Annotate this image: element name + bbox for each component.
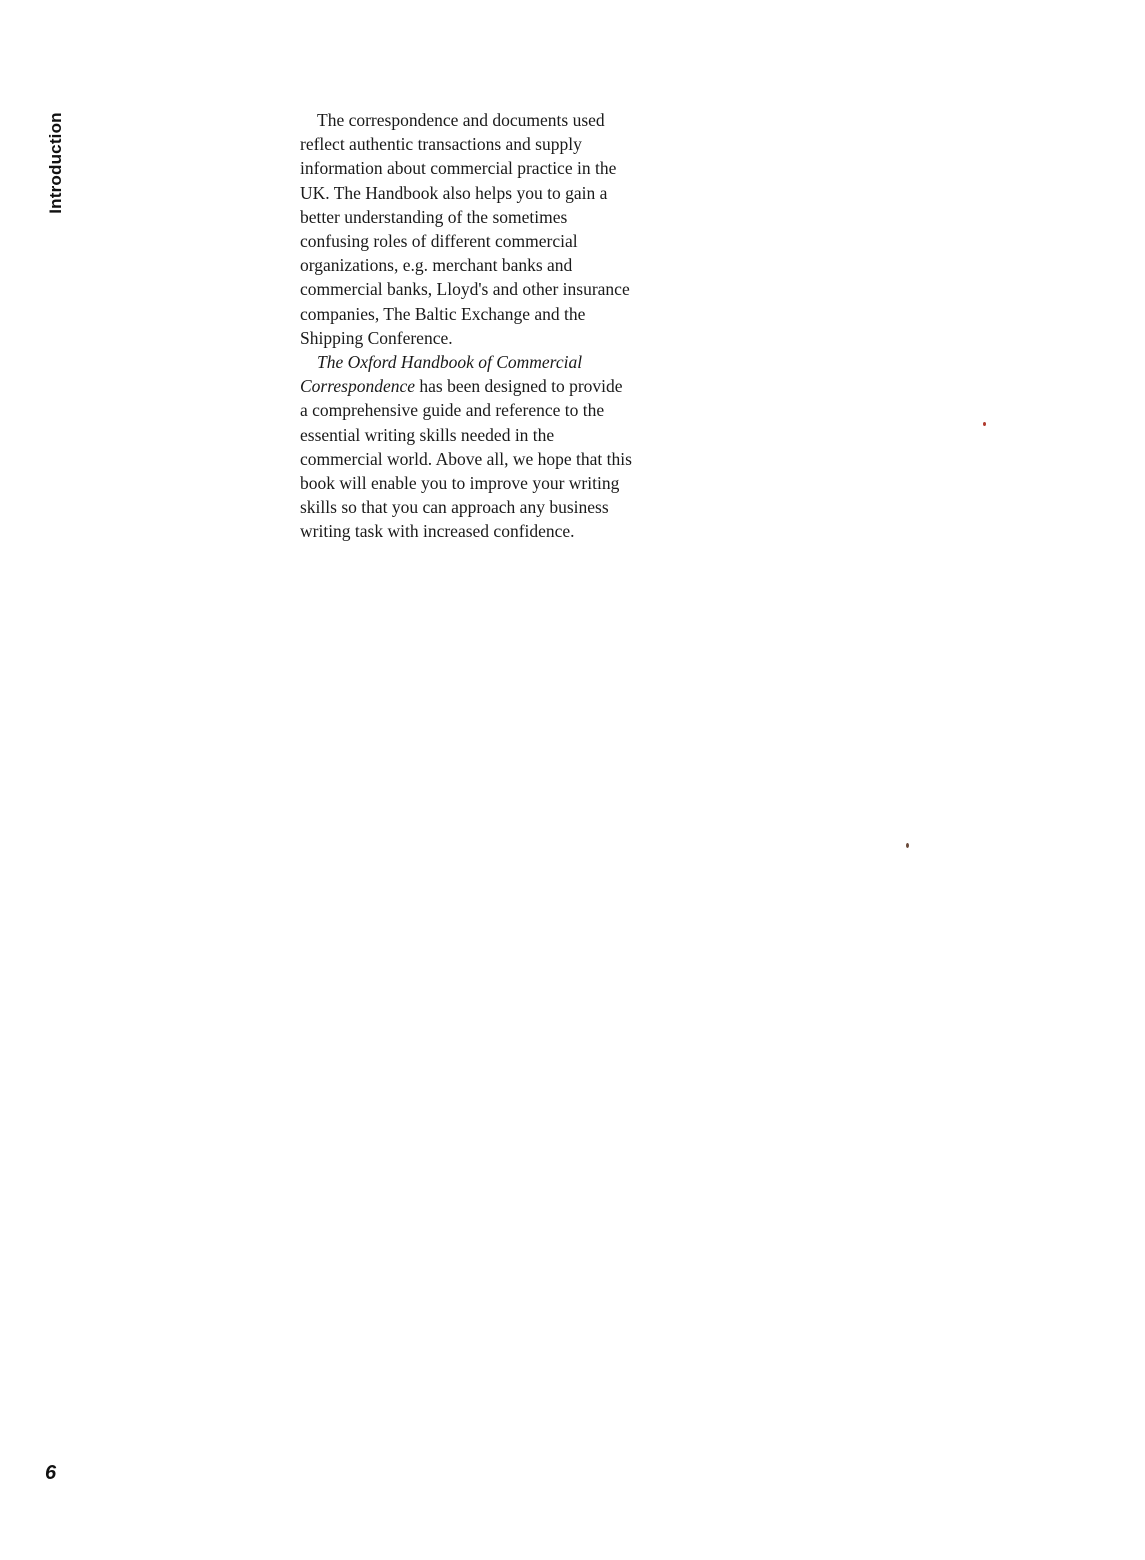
- text-line: companies, The Baltic Exchange and the: [300, 303, 586, 324]
- text-line: [300, 350, 685, 374]
- text-line: skills so that you can approach any business: [300, 497, 609, 518]
- text-line: better understanding of the sometimes: [300, 206, 568, 227]
- scan-speck: [983, 422, 986, 426]
- book-title-part-1: The Oxford Handbook of Commercial: [317, 352, 583, 373]
- text-fragment: has been designed to provide: [415, 376, 623, 397]
- text-line: confusing roles of different commercial: [300, 231, 578, 252]
- text-line: book will enable you to improve your writing: [300, 473, 620, 494]
- paragraph-1: [300, 108, 685, 350]
- paragraph-2: [300, 350, 685, 544]
- text-line: Shipping Conference.: [300, 327, 453, 348]
- text-line: reflect authentic transactions and supply: [300, 134, 582, 155]
- text-line: organizations, e.g. merchant banks and: [300, 255, 573, 276]
- body-text: [300, 108, 685, 544]
- text-line: information about commercial practice in the: [300, 158, 617, 179]
- text-line: [300, 374, 685, 398]
- book-title-part-2: Correspondence: [300, 376, 416, 397]
- text-line: writing task with increased confidence.: [300, 521, 575, 542]
- text-line: The correspondence and documents used: [317, 110, 605, 130]
- text-line: commercial world. Above all, we hope that this: [300, 448, 632, 469]
- text-line: a comprehensive guide and reference to the: [300, 400, 605, 421]
- scan-speck: [906, 843, 909, 848]
- text-line: essential writing skills needed in the: [300, 424, 555, 445]
- running-head: [44, 108, 68, 218]
- text-line: UK. The Handbook also helps you to gain a: [300, 182, 608, 203]
- text-line: commercial banks, Lloyd's and other insurance: [300, 279, 630, 300]
- page-number: 6: [45, 1462, 57, 1484]
- running-head-label: Introduction: [46, 112, 66, 214]
